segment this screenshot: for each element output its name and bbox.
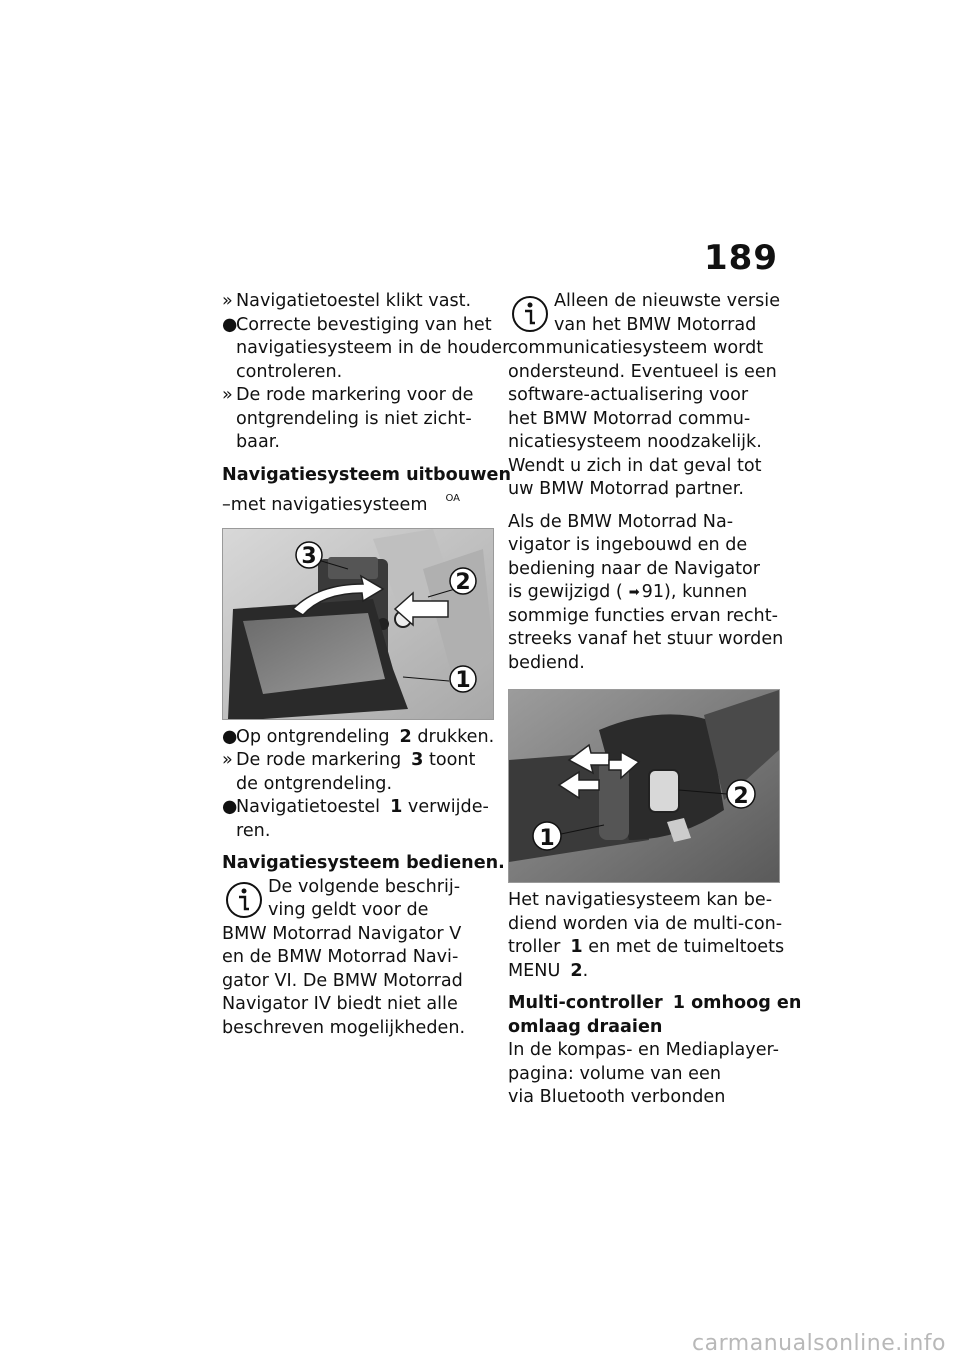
navigator-removal-figure — [222, 528, 494, 720]
callout-2: 2 — [733, 784, 749, 809]
text-line: controleren. — [236, 361, 343, 382]
handlebar-controls-illustration — [509, 690, 779, 882]
text-line: navigatiesysteem in de houder — [236, 338, 510, 358]
page-number: 189 — [704, 238, 778, 278]
watermark-logo[interactable]: carmanualsonline.info — [692, 1331, 946, 1356]
callout-1: 1 — [539, 826, 555, 851]
step-line: ●Op ontgrendeling 2 drukken. — [222, 726, 494, 750]
text-line: MENU 2. — [508, 960, 589, 981]
text-line: bediening naar de Navigator — [508, 558, 761, 579]
text-line: bediend. — [508, 652, 585, 673]
text-line: ren. — [236, 820, 271, 841]
navigator-removal-illustration — [223, 529, 493, 719]
text-line: baar. — [236, 432, 280, 452]
info-icon — [510, 294, 550, 334]
text-line: troller 1 en met de tuimeltoets — [508, 937, 785, 957]
handlebar-controls-figure — [508, 689, 780, 883]
section-heading-controller-cont: omlaag draaien — [508, 1016, 663, 1037]
text-line: vigator is ingebouwd en de — [508, 535, 748, 555]
text-line: diend worden via de multi-con- — [508, 913, 783, 934]
info-icon — [224, 880, 264, 920]
page-reference-arrow-icon: ➡ — [628, 585, 640, 600]
text-line: pagina: volume van een — [508, 1063, 721, 1084]
section-heading-operate: Navigatiesysteem bedienen. — [222, 853, 505, 873]
bullet-icon: ● — [222, 726, 238, 747]
result-line: » De rode markering 3 toont — [222, 749, 494, 773]
step-line: ●Correcte bevestiging van het — [222, 314, 494, 338]
text-line: streeks vanaf het stuur worden — [508, 629, 784, 649]
section-heading-controller: Multi-controller 1 omhoog en — [508, 993, 802, 1013]
text-line: via Bluetooth verbonden — [508, 1087, 726, 1107]
result-arrow-icon: » — [222, 291, 233, 311]
result-arrow-icon: » — [222, 750, 233, 770]
callout-1: 1 — [455, 667, 471, 693]
text-line: is gewijzigd ( ➡ 91), kunnen — [508, 581, 783, 605]
text-line: sommige functies ervan recht- — [508, 605, 778, 626]
option-subtitle: –met navigatiesysteem $^{OA}$ — [222, 493, 461, 515]
option-code: OA — [445, 493, 461, 504]
bullet-icon: ● — [222, 314, 238, 335]
result-arrow-icon: » — [222, 385, 233, 405]
text-line: Het navigatiesysteem kan be- — [508, 890, 773, 910]
info-note: De volgende beschrij- ving geldt voor de BMW Motorrad Navigator V en de BMW Motorrad Navi- gator VI. De BMW Motorrad Navigator IV biedt niet alle beschreven mogelijkheden. — [222, 876, 466, 1038]
callout-3: 3 — [301, 543, 317, 569]
text-line: Als de BMW Motorrad Na- — [508, 511, 734, 532]
text-line: In de kompas- en Mediaplayer- — [508, 1040, 779, 1060]
section-heading-remove: Navigatiesysteem uitbouwen — [222, 464, 511, 485]
info-note: Alleen de nieuwste versie van het BMW Motorrad communicatiesysteem wordt ondersteund. Eventueel is een software-actualisering voor het BMW Motorrad commu- nicatiesysteem noodzakelijk. Wendt u zich in dat geval tot uw BMW Motorrad partner. — [508, 291, 781, 499]
text-line: de ontgrendeling. — [236, 773, 393, 794]
result-line: » Navigatietoestel klikt vast. — [222, 290, 494, 314]
left-column — [222, 290, 511, 1040]
right-column — [508, 290, 802, 1110]
callout-2: 2 — [455, 569, 471, 595]
bullet-icon: ● — [222, 797, 238, 817]
step-line: ●Navigatietoestel 1 verwijde- — [222, 796, 494, 820]
result-line: » De rode markering voor de — [222, 384, 494, 408]
text-line: ontgrendeling is niet zicht- — [236, 408, 472, 429]
